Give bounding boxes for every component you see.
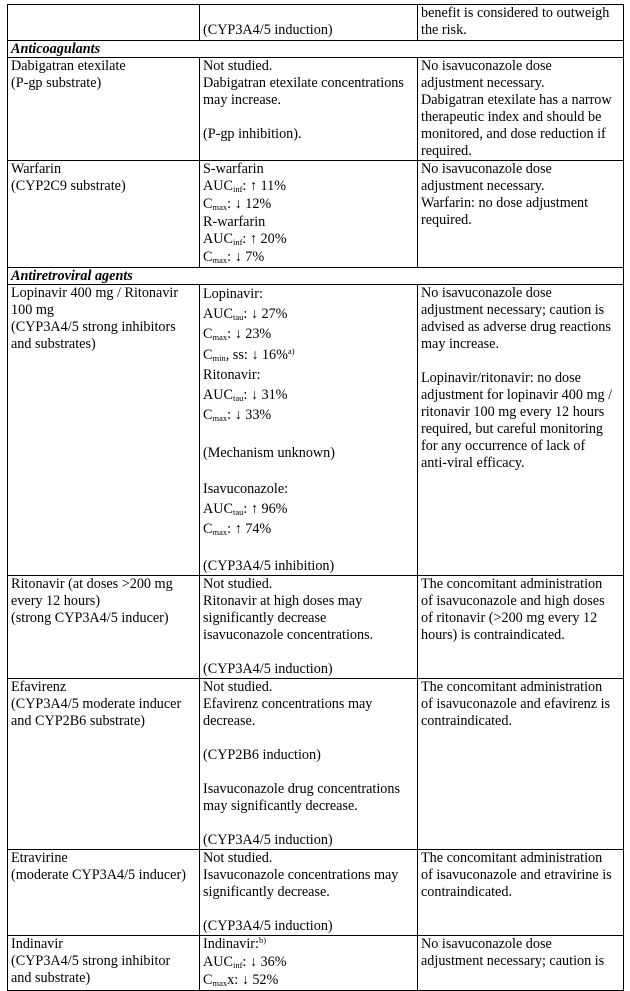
pk-line: $C_{max}$: ↓ 7% (203, 249, 265, 265)
text-line: Not studied. (203, 678, 273, 695)
effect-cell (200, 161, 418, 268)
drug-note: (CYP2C9 substrate) (11, 178, 126, 194)
text-line: No isavuconazole dose (421, 935, 552, 952)
pk-line: $AUC_{inf}$: ↑ 20% (203, 231, 287, 247)
drug-name: Efavirenz (11, 678, 67, 695)
text-line: hours) is contraindicated. (421, 626, 565, 643)
drug-note: (strong CYP3A4/5 inducer) (11, 609, 169, 626)
text-line: may significantly decrease. (203, 797, 358, 814)
effect-cell (200, 58, 418, 161)
text-line: contraindicated. (421, 883, 512, 900)
text-line: R-warfarin (203, 214, 266, 230)
text-line: required. (421, 143, 472, 159)
text-line: No isavuconazole dose (421, 161, 552, 177)
drug-cell (8, 161, 200, 268)
effect-cell (200, 575, 418, 678)
drug-cell (8, 285, 200, 576)
drug-note: (moderate CYP3A4/5 inducer) (11, 866, 186, 883)
text-line: benefit is considered to outweigh (421, 5, 610, 21)
effect-cell (200, 849, 418, 935)
table-row (8, 5, 624, 41)
drug-name: Etravirine (11, 849, 68, 866)
effect-cell (200, 935, 418, 990)
table-row (8, 285, 624, 576)
text-line: adjustment for lopinavir 400 mg / (421, 387, 613, 403)
text-line: required, but careful monitoring (421, 421, 604, 437)
drug-cell (8, 58, 200, 161)
section-row (8, 268, 624, 285)
text-line: Not studied. (203, 849, 273, 866)
pk-line: $C_{max}$: ↓ 23% (203, 326, 272, 342)
text-line: The concomitant administration (421, 575, 603, 592)
text-line: (CYP3A4/5 induction) (203, 22, 333, 38)
drug-name: Indinavir (11, 935, 64, 952)
section-row (8, 41, 624, 58)
drug-cell (8, 5, 200, 41)
text-line: may increase. (421, 336, 499, 352)
drug-note: (CYP3A4/5 strong inhibitor (11, 952, 171, 969)
drug-name: Ritonavir (at doses >200 mg (11, 575, 173, 592)
interaction-table (7, 4, 624, 991)
pk-line: $C_{min}$, ss: ↓ 16%$^{a)}$ (203, 345, 295, 363)
recommendation-cell (418, 161, 624, 268)
text-line: No isavuconazole dose (421, 58, 552, 74)
text-line: Indinavir:$^{b)}$ (203, 934, 267, 952)
text-line: The concomitant administration (421, 849, 603, 866)
pk-line: $C_{max}$: ↑ 74% (203, 521, 272, 537)
text-line: decrease. (203, 712, 256, 729)
section-heading: Antiretroviral agents (8, 268, 624, 285)
text-line: of isavuconazole and efavirenz is (421, 695, 611, 712)
drug-note: (P-gp substrate) (11, 75, 102, 91)
text-line: (CYP3A4/5 inhibition) (203, 557, 335, 574)
text-line: (CYP2B6 induction) (203, 746, 321, 763)
recommendation-cell (418, 5, 624, 41)
pk-line: $AUC_{tau}$: ↓ 31% (203, 386, 288, 403)
text-line: Isavuconazole drug concentrations (203, 780, 400, 797)
recommendation-cell (418, 58, 624, 161)
pk-line: $C_{max}$: ↓ 33% (203, 407, 272, 423)
effect-cell (200, 285, 418, 576)
pk-line: $AUC_{tau}$: ↓ 27% (203, 305, 288, 322)
text-line: monitored, and dose reduction if (421, 126, 606, 142)
text-line: (CYP3A4/5 induction) (203, 917, 333, 934)
pk-line: $AUC_{inf}$: ↑ 11% (203, 178, 287, 194)
text-line: Ritonavir at high doses may (203, 592, 363, 609)
table-row (8, 161, 624, 268)
drug-note: and CYP2B6 substrate) (11, 712, 145, 729)
section-heading: Anticoagulants (8, 41, 624, 58)
drug-note: and substrates) (11, 336, 96, 352)
drug-cell (8, 678, 200, 849)
text-line: Not studied. (203, 58, 273, 74)
recommendation-cell (418, 678, 624, 849)
pk-line: $AUC_{tau}$: ↑ 96% (203, 500, 288, 517)
text-line: ritonavir 100 mg every 12 hours (421, 404, 605, 420)
table-row (8, 678, 624, 849)
pk-line: $C_{max}$: ↓ 12% (203, 196, 272, 212)
text-line: contraindicated. (421, 712, 512, 729)
text-line: adjustment necessary; caution is (421, 952, 605, 969)
text-line: the risk. (421, 22, 467, 38)
text-line: may increase. (203, 92, 281, 108)
recommendation-cell (418, 849, 624, 935)
text-line: adjustment necessary. (421, 178, 545, 194)
text-line: anti-viral efficacy. (421, 455, 525, 471)
text-line: Lopinavir/ritonavir: no dose (421, 370, 581, 386)
drug-name: Warfarin (11, 161, 62, 177)
text-line: of isavuconazole and etravirine is (421, 866, 612, 883)
table-row (8, 58, 624, 161)
text-line: Dabigatran etexilate concentrations (203, 75, 404, 91)
text-line: required. (421, 212, 472, 228)
table-row (8, 935, 624, 990)
text-line: Lopinavir: (203, 286, 263, 302)
drug-note: (CYP3A4/5 strong inhibitors (11, 319, 176, 335)
text-line: No isavuconazole dose (421, 285, 552, 301)
text-line: Dabigatran etexilate has a narrow (421, 92, 612, 108)
text-line: Isavuconazole: (203, 481, 289, 497)
drug-note: (CYP3A4/5 moderate inducer (11, 695, 182, 712)
drug-name: Lopinavir 400 mg / Ritonavir (11, 285, 179, 301)
drug-name: Dabigatran etexilate (11, 58, 126, 74)
text-line: significantly decrease (203, 609, 327, 626)
text-line: (P-gp inhibition). (203, 126, 302, 142)
text-line: of ritonavir (>200 mg every 12 (421, 609, 598, 626)
text-line: isavuconazole concentrations. (203, 626, 374, 643)
text-line: therapeutic index and should be (421, 109, 602, 125)
drug-cell (8, 935, 200, 990)
text-line: significantly decrease. (203, 883, 330, 900)
text-line: Not studied. (203, 575, 273, 592)
text-line: S-warfarin (203, 161, 264, 177)
recommendation-cell (418, 285, 624, 576)
text-line: of isavuconazole and high doses (421, 592, 605, 609)
effect-cell (200, 5, 418, 41)
text-line: (CYP3A4/5 induction) (203, 660, 333, 677)
pk-line: $C_{max}x$: ↓ 52% (203, 971, 279, 988)
text-line: Isavuconazole concentrations may (203, 866, 399, 883)
recommendation-cell (418, 575, 624, 678)
text-line: Ritonavir: (203, 367, 261, 383)
text-line: Warfarin: no dose adjustment (421, 195, 589, 211)
drug-name: every 12 hours) (11, 592, 101, 609)
text-line: for any occurrence of lack of (421, 438, 586, 454)
recommendation-cell (418, 935, 624, 990)
pk-line: $AUC_{inf}$: ↓ 36% (203, 953, 287, 970)
text-line: The concomitant administration (421, 678, 603, 695)
drug-note: and substrate) (11, 969, 91, 986)
table-row (8, 849, 624, 935)
drug-name: 100 mg (11, 302, 54, 318)
text-line: adjustment necessary; caution is (421, 302, 605, 318)
text-line: (CYP3A4/5 induction) (203, 831, 333, 848)
table-row (8, 575, 624, 678)
effect-cell (200, 678, 418, 849)
text-line: adjustment necessary. (421, 75, 545, 91)
text-line: Efavirenz concentrations may (203, 695, 373, 712)
drug-cell (8, 575, 200, 678)
text-line: (Mechanism unknown) (203, 444, 335, 461)
drug-cell (8, 849, 200, 935)
text-line: advised as adverse drug reactions (421, 319, 611, 335)
